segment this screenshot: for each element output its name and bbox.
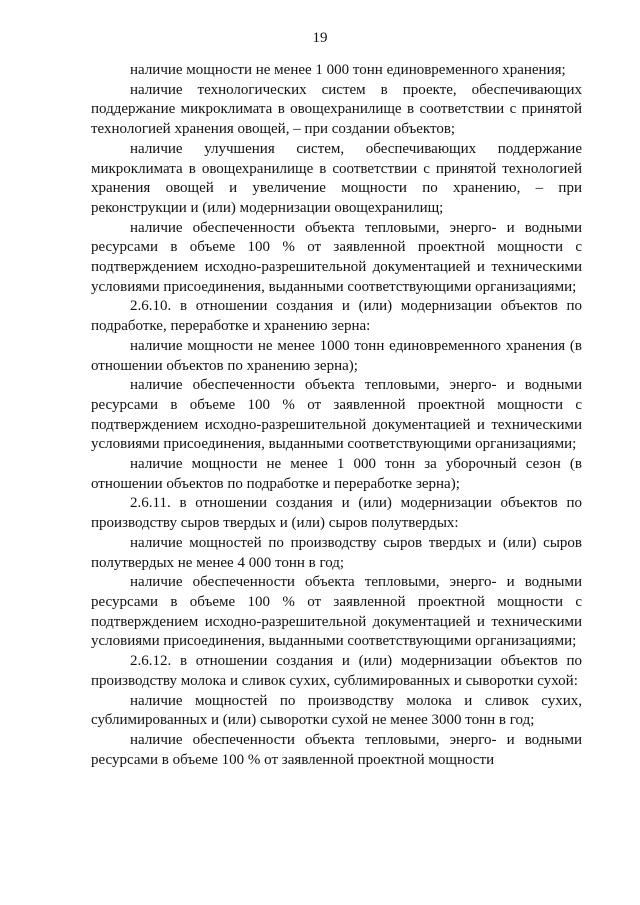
section-paragraph-2-6-12: 2.6.12. в отношении создания и (или) модернизации объектов по производству молока и сливок сухих, сублимированных и сыворотки сухой: bbox=[91, 653, 582, 689]
document-body bbox=[91, 61, 582, 770]
section-paragraph-2-6-11: 2.6.11. в отношении создания и (или) модернизации объектов по производству сыров твердых и (или) сыров полутвердых: bbox=[91, 495, 582, 532]
paragraph: наличие технологических систем в проекте, обеспечивающих поддержание микроклимата в овощехранилище в соответствии с принятой технологией хранения овощей, – при создании объектов; bbox=[91, 81, 582, 138]
paragraph: наличие мощности не менее 1000 тонн единовременного хранения (в отношении объектов по хранению зерна); bbox=[91, 337, 582, 374]
paragraph: наличие обеспеченности объекта тепловыми, энерго- и водными ресурсами в объеме 100 % от заявленной проектной мощности с подтверждением исходно-разрешительной документацией и техническими условиями присоединения, выданными соответствующими организациями; bbox=[91, 219, 582, 295]
paragraph: наличие мощностей по производству сыров твердых и (или) сыров полутвердых не менее 4 000 тонн в год; bbox=[91, 534, 582, 571]
paragraph: наличие улучшения систем, обеспечивающих поддержание микроклимата в овощехранилище в соответствии с принятой технологией хранения овощей и увеличение мощности по хранению, – при реконструкции и (или) модернизации овощехранилищ; bbox=[91, 140, 582, 216]
page-number: 19 bbox=[312, 30, 328, 46]
paragraph: наличие мощностей по производству молока и сливок сухих, сублимированных и (или) сыворотки сухой не менее 3000 тонн в год; bbox=[91, 692, 582, 729]
section-paragraph-2-6-10: 2.6.10. в отношении создания и (или) модернизации объектов по подработке, переработке и хранению зерна: bbox=[91, 298, 582, 335]
paragraph: наличие мощности не менее 1 000 тонн единовременного хранения; bbox=[130, 62, 566, 78]
paragraph: наличие обеспеченности объекта тепловыми, энерго- и водными ресурсами в объеме 100 % от заявленной проектной мощности с подтверждением исходно-разрешительной документацией и техническими условиями присоединения, выданными соответствующими организациями; bbox=[91, 377, 582, 453]
paragraph: наличие мощности не менее 1 000 тонн за уборочный сезон (в отношении объектов по подработке и переработке зерна); bbox=[91, 456, 582, 492]
paragraph: наличие обеспеченности объекта тепловыми, энерго- и водными ресурсами в объеме 100 % от заявленной проектной мощности bbox=[91, 731, 582, 768]
paragraph: наличие обеспеченности объекта тепловыми, энерго- и водными ресурсами в объеме 100 % от заявленной проектной мощности с подтверждением исходно-разрешительной документацией и техническими условиями присоединения, выданными соответствующими организациями; bbox=[91, 574, 582, 650]
